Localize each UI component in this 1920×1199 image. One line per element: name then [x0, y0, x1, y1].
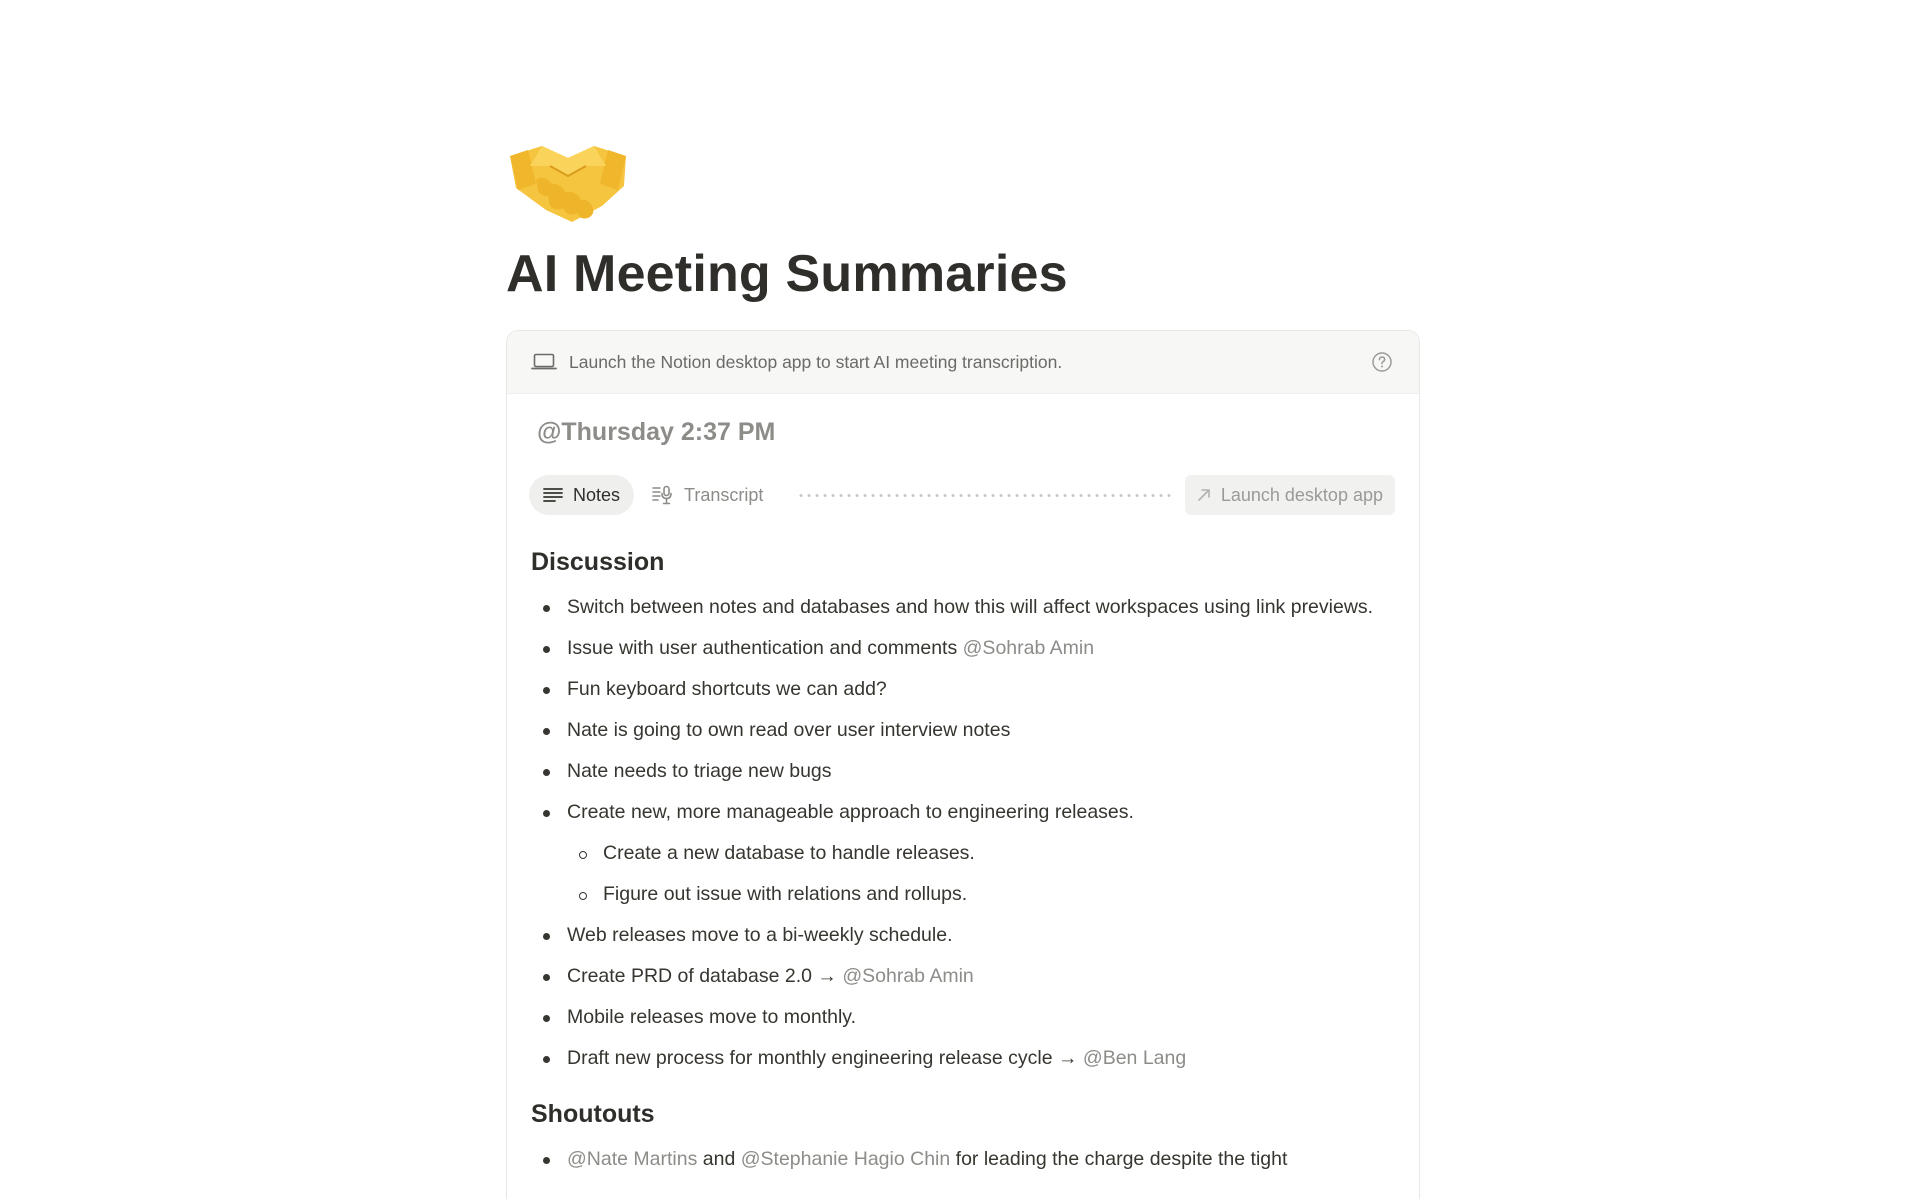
launch-desktop-app-button[interactable]	[1185, 475, 1395, 515]
mention[interactable]: @Ben Lang	[1082, 1047, 1187, 1069]
list-item-text: for leading the charge despite the tight	[950, 1148, 1288, 1170]
handshake-icon[interactable]	[506, 136, 630, 228]
list-item[interactable]	[531, 750, 1391, 791]
sub-list-item[interactable]	[531, 873, 1391, 914]
meeting-datetime[interactable]: @Thursday 2:37 PM	[537, 418, 776, 446]
mention[interactable]: @Sohrab Amin	[842, 965, 974, 987]
list-item-text: Create a new database to handle releases.	[603, 842, 975, 864]
meeting-block	[506, 330, 1420, 1199]
transcript-mic-icon	[652, 485, 674, 505]
meeting-notes	[531, 544, 1391, 1179]
list-item[interactable]	[531, 627, 1391, 668]
list-item[interactable]	[531, 1037, 1391, 1078]
arrow-up-right-icon	[1197, 488, 1211, 502]
list-item-text: Fun keyboard shortcuts we can add?	[567, 678, 887, 700]
list-item[interactable]	[531, 709, 1391, 750]
desktop-app-banner	[507, 331, 1419, 394]
list-item[interactable]	[531, 1138, 1391, 1179]
tab-notes[interactable]	[529, 475, 634, 515]
list-item-text: Mobile releases move to monthly.	[567, 1006, 857, 1028]
mention[interactable]: @Stephanie Hagio Chin	[740, 1148, 951, 1170]
sub-list-item[interactable]	[531, 832, 1391, 873]
list-item-text: Web releases move to a bi-weekly schedule.	[567, 924, 953, 946]
lines-icon	[543, 487, 563, 503]
meeting-tabs	[529, 474, 1395, 516]
tab-notes-label: Notes	[573, 484, 621, 505]
list-item-text: Switch between notes and databases and how this will affect workspaces using link previews.	[567, 596, 1374, 618]
mention[interactable]: @Nate Martins	[567, 1148, 698, 1170]
list-item[interactable]	[531, 996, 1391, 1037]
tab-transcript[interactable]	[638, 475, 777, 515]
list-item[interactable]	[531, 914, 1391, 955]
discussion-list	[531, 586, 1391, 1078]
tab-transcript-label: Transcript	[684, 484, 764, 505]
shoutouts-list	[531, 1138, 1391, 1179]
list-item-text: Figure out issue with relations and rollups.	[603, 883, 968, 905]
list-item[interactable]	[531, 791, 1391, 832]
list-item-text: Draft new process for monthly engineering release cycle →	[567, 1047, 1083, 1069]
mention[interactable]: @Sohrab Amin	[962, 637, 1095, 659]
list-item-text: Nate is going to own read over user interview notes	[567, 719, 1011, 741]
progress-dots	[797, 494, 1170, 497]
shoutouts-heading: Shoutouts	[531, 1100, 655, 1128]
list-item-text: Nate needs to triage new bugs	[567, 760, 832, 782]
list-item-text: Create new, more manageable approach to engineering releases.	[567, 801, 1134, 823]
launch-desktop-app-label: Launch desktop app	[1220, 484, 1383, 505]
page-title: AI Meeting Summaries	[506, 245, 1068, 303]
discussion-heading: Discussion	[531, 548, 665, 576]
banner-text: Launch the Notion desktop app to start AI meeting transcription.	[569, 351, 1063, 372]
list-item[interactable]	[531, 668, 1391, 709]
list-item-text: Create PRD of database 2.0 →	[567, 965, 843, 987]
question-circle-icon[interactable]	[1371, 351, 1393, 373]
list-item[interactable]	[531, 955, 1391, 996]
list-item-text: Issue with user authentication and comments	[567, 637, 963, 659]
list-item-text: and	[697, 1148, 741, 1170]
list-item[interactable]	[531, 586, 1391, 627]
laptop-icon	[531, 352, 557, 372]
